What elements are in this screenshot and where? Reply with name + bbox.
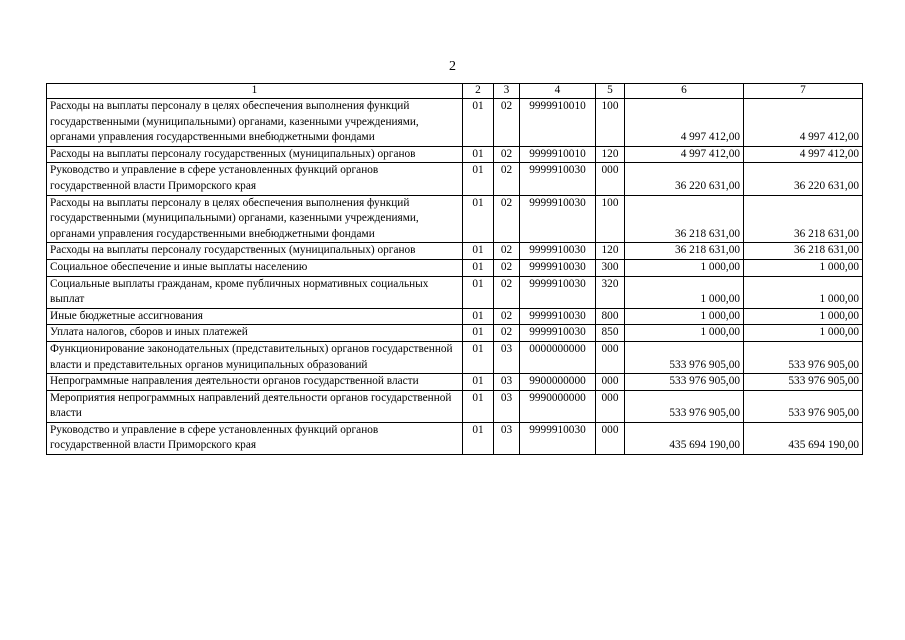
row-expense-type-cell: 000: [596, 374, 625, 391]
row-subsection-cell: 02: [494, 195, 520, 243]
row-amount-2-cell: 533 976 905,00: [744, 341, 863, 373]
row-amount-1-cell: 1 000,00: [625, 325, 744, 342]
row-amount-1-cell: 533 976 905,00: [625, 390, 744, 422]
row-amount-2-cell: 1 000,00: [744, 325, 863, 342]
table-body: [47, 84, 863, 455]
row-amount-1-cell: 533 976 905,00: [625, 374, 744, 391]
header-cell-1: 1: [47, 84, 463, 99]
row-target-article-cell: 9990000000: [520, 390, 596, 422]
row-target-article-cell: 9999910030: [520, 276, 596, 308]
row-section-cell: 01: [463, 259, 494, 276]
table-row: [47, 195, 863, 243]
row-name-cell: Мероприятия непрограммных направлений деятельности органов государственной власти: [47, 390, 463, 422]
row-expense-type-cell: 000: [596, 422, 625, 454]
budget-table: [46, 83, 863, 455]
row-name-cell: Руководство и управление в сфере установленных функций органов государственной власти Приморского края: [47, 163, 463, 195]
row-subsection-cell: 02: [494, 259, 520, 276]
row-amount-1-cell: 36 218 631,00: [625, 195, 744, 243]
row-target-article-cell: 9999910030: [520, 243, 596, 260]
row-amount-1-cell: 36 220 631,00: [625, 163, 744, 195]
page-number: 2: [449, 59, 456, 74]
row-amount-1-cell: 435 694 190,00: [625, 422, 744, 454]
row-expense-type-cell: 320: [596, 276, 625, 308]
row-subsection-cell: 02: [494, 308, 520, 325]
row-expense-type-cell: 120: [596, 243, 625, 260]
row-expense-type-cell: 800: [596, 308, 625, 325]
table-row: [47, 163, 863, 195]
row-name-cell: Расходы на выплаты персоналу в целях обеспечения выполнения функций государственными (муниципальными) органами, казенными учреждениями, органами управления государственными внебюджетными фондами: [47, 195, 463, 243]
row-name-cell: Расходы на выплаты персоналу государственных (муниципальных) органов: [47, 243, 463, 260]
row-subsection-cell: 02: [494, 163, 520, 195]
row-amount-1-cell: 1 000,00: [625, 276, 744, 308]
row-target-article-cell: 9900000000: [520, 374, 596, 391]
table-row: [47, 341, 863, 373]
row-amount-2-cell: 1 000,00: [744, 259, 863, 276]
row-amount-2-cell: 36 218 631,00: [744, 243, 863, 260]
table-row: [47, 259, 863, 276]
row-section-cell: 01: [463, 276, 494, 308]
row-subsection-cell: 03: [494, 341, 520, 373]
row-name-cell: Расходы на выплаты персоналу в целях обеспечения выполнения функций государственными (муниципальными) органами, казенными учреждениями, органами управления государственными внебюджетными фондами: [47, 99, 463, 147]
row-section-cell: 01: [463, 163, 494, 195]
table-row: [47, 276, 863, 308]
row-amount-2-cell: 4 997 412,00: [744, 99, 863, 147]
row-subsection-cell: 02: [494, 325, 520, 342]
row-amount-2-cell: 36 218 631,00: [744, 195, 863, 243]
row-section-cell: 01: [463, 99, 494, 147]
header-cell-5: 5: [596, 84, 625, 99]
row-expense-type-cell: 100: [596, 195, 625, 243]
row-subsection-cell: 02: [494, 243, 520, 260]
row-expense-type-cell: 000: [596, 163, 625, 195]
row-amount-1-cell: 1 000,00: [625, 308, 744, 325]
row-amount-1-cell: 4 997 412,00: [625, 99, 744, 147]
row-subsection-cell: 02: [494, 146, 520, 163]
row-name-cell: Расходы на выплаты персоналу государственных (муниципальных) органов: [47, 146, 463, 163]
row-subsection-cell: 03: [494, 390, 520, 422]
row-amount-2-cell: 36 220 631,00: [744, 163, 863, 195]
row-section-cell: 01: [463, 374, 494, 391]
row-name-cell: Непрограммные направления деятельности органов государственной власти: [47, 374, 463, 391]
row-amount-2-cell: 435 694 190,00: [744, 422, 863, 454]
row-target-article-cell: 9999910010: [520, 146, 596, 163]
row-name-cell: Руководство и управление в сфере установленных функций органов государственной власти Приморского края: [47, 422, 463, 454]
row-amount-1-cell: 533 976 905,00: [625, 341, 744, 373]
row-target-article-cell: 9999910030: [520, 259, 596, 276]
row-name-cell: Функционирование законодательных (представительных) органов государственной власти и представительных органов муниципальных образований: [47, 341, 463, 373]
header-cell-4: 4: [520, 84, 596, 99]
table-row: [47, 146, 863, 163]
row-name-cell: Иные бюджетные ассигнования: [47, 308, 463, 325]
header-cell-6: 6: [625, 84, 744, 99]
row-section-cell: 01: [463, 422, 494, 454]
row-expense-type-cell: 100: [596, 99, 625, 147]
row-subsection-cell: 03: [494, 422, 520, 454]
row-subsection-cell: 03: [494, 374, 520, 391]
row-section-cell: 01: [463, 341, 494, 373]
row-expense-type-cell: 300: [596, 259, 625, 276]
row-expense-type-cell: 850: [596, 325, 625, 342]
row-section-cell: 01: [463, 243, 494, 260]
header-cell-7: 7: [744, 84, 863, 99]
table-row: [47, 374, 863, 391]
row-target-article-cell: 9999910030: [520, 325, 596, 342]
table-row: [47, 308, 863, 325]
row-amount-2-cell: 1 000,00: [744, 308, 863, 325]
row-name-cell: Социальные выплаты гражданам, кроме публичных нормативных социальных выплат: [47, 276, 463, 308]
row-amount-1-cell: 1 000,00: [625, 259, 744, 276]
row-amount-1-cell: 4 997 412,00: [625, 146, 744, 163]
row-section-cell: 01: [463, 390, 494, 422]
table-row: [47, 390, 863, 422]
row-amount-2-cell: 533 976 905,00: [744, 390, 863, 422]
row-expense-type-cell: 000: [596, 341, 625, 373]
row-target-article-cell: 9999910030: [520, 308, 596, 325]
row-amount-2-cell: 1 000,00: [744, 276, 863, 308]
row-section-cell: 01: [463, 325, 494, 342]
row-name-cell: Уплата налогов, сборов и иных платежей: [47, 325, 463, 342]
row-expense-type-cell: 000: [596, 390, 625, 422]
row-section-cell: 01: [463, 195, 494, 243]
row-expense-type-cell: 120: [596, 146, 625, 163]
header-cell-3: 3: [494, 84, 520, 99]
table-row: [47, 99, 863, 147]
table-row: [47, 325, 863, 342]
row-target-article-cell: 9999910030: [520, 422, 596, 454]
row-subsection-cell: 02: [494, 99, 520, 147]
row-amount-2-cell: 4 997 412,00: [744, 146, 863, 163]
table-row: [47, 422, 863, 454]
row-section-cell: 01: [463, 146, 494, 163]
row-subsection-cell: 02: [494, 276, 520, 308]
table-row: [47, 243, 863, 260]
row-target-article-cell: 0000000000: [520, 341, 596, 373]
row-amount-2-cell: 533 976 905,00: [744, 374, 863, 391]
row-amount-1-cell: 36 218 631,00: [625, 243, 744, 260]
row-section-cell: 01: [463, 308, 494, 325]
header-row: [47, 84, 863, 99]
row-target-article-cell: 9999910030: [520, 163, 596, 195]
row-name-cell: Социальное обеспечение и иные выплаты населению: [47, 259, 463, 276]
row-target-article-cell: 9999910030: [520, 195, 596, 243]
header-cell-2: 2: [463, 84, 494, 99]
row-target-article-cell: 9999910010: [520, 99, 596, 147]
